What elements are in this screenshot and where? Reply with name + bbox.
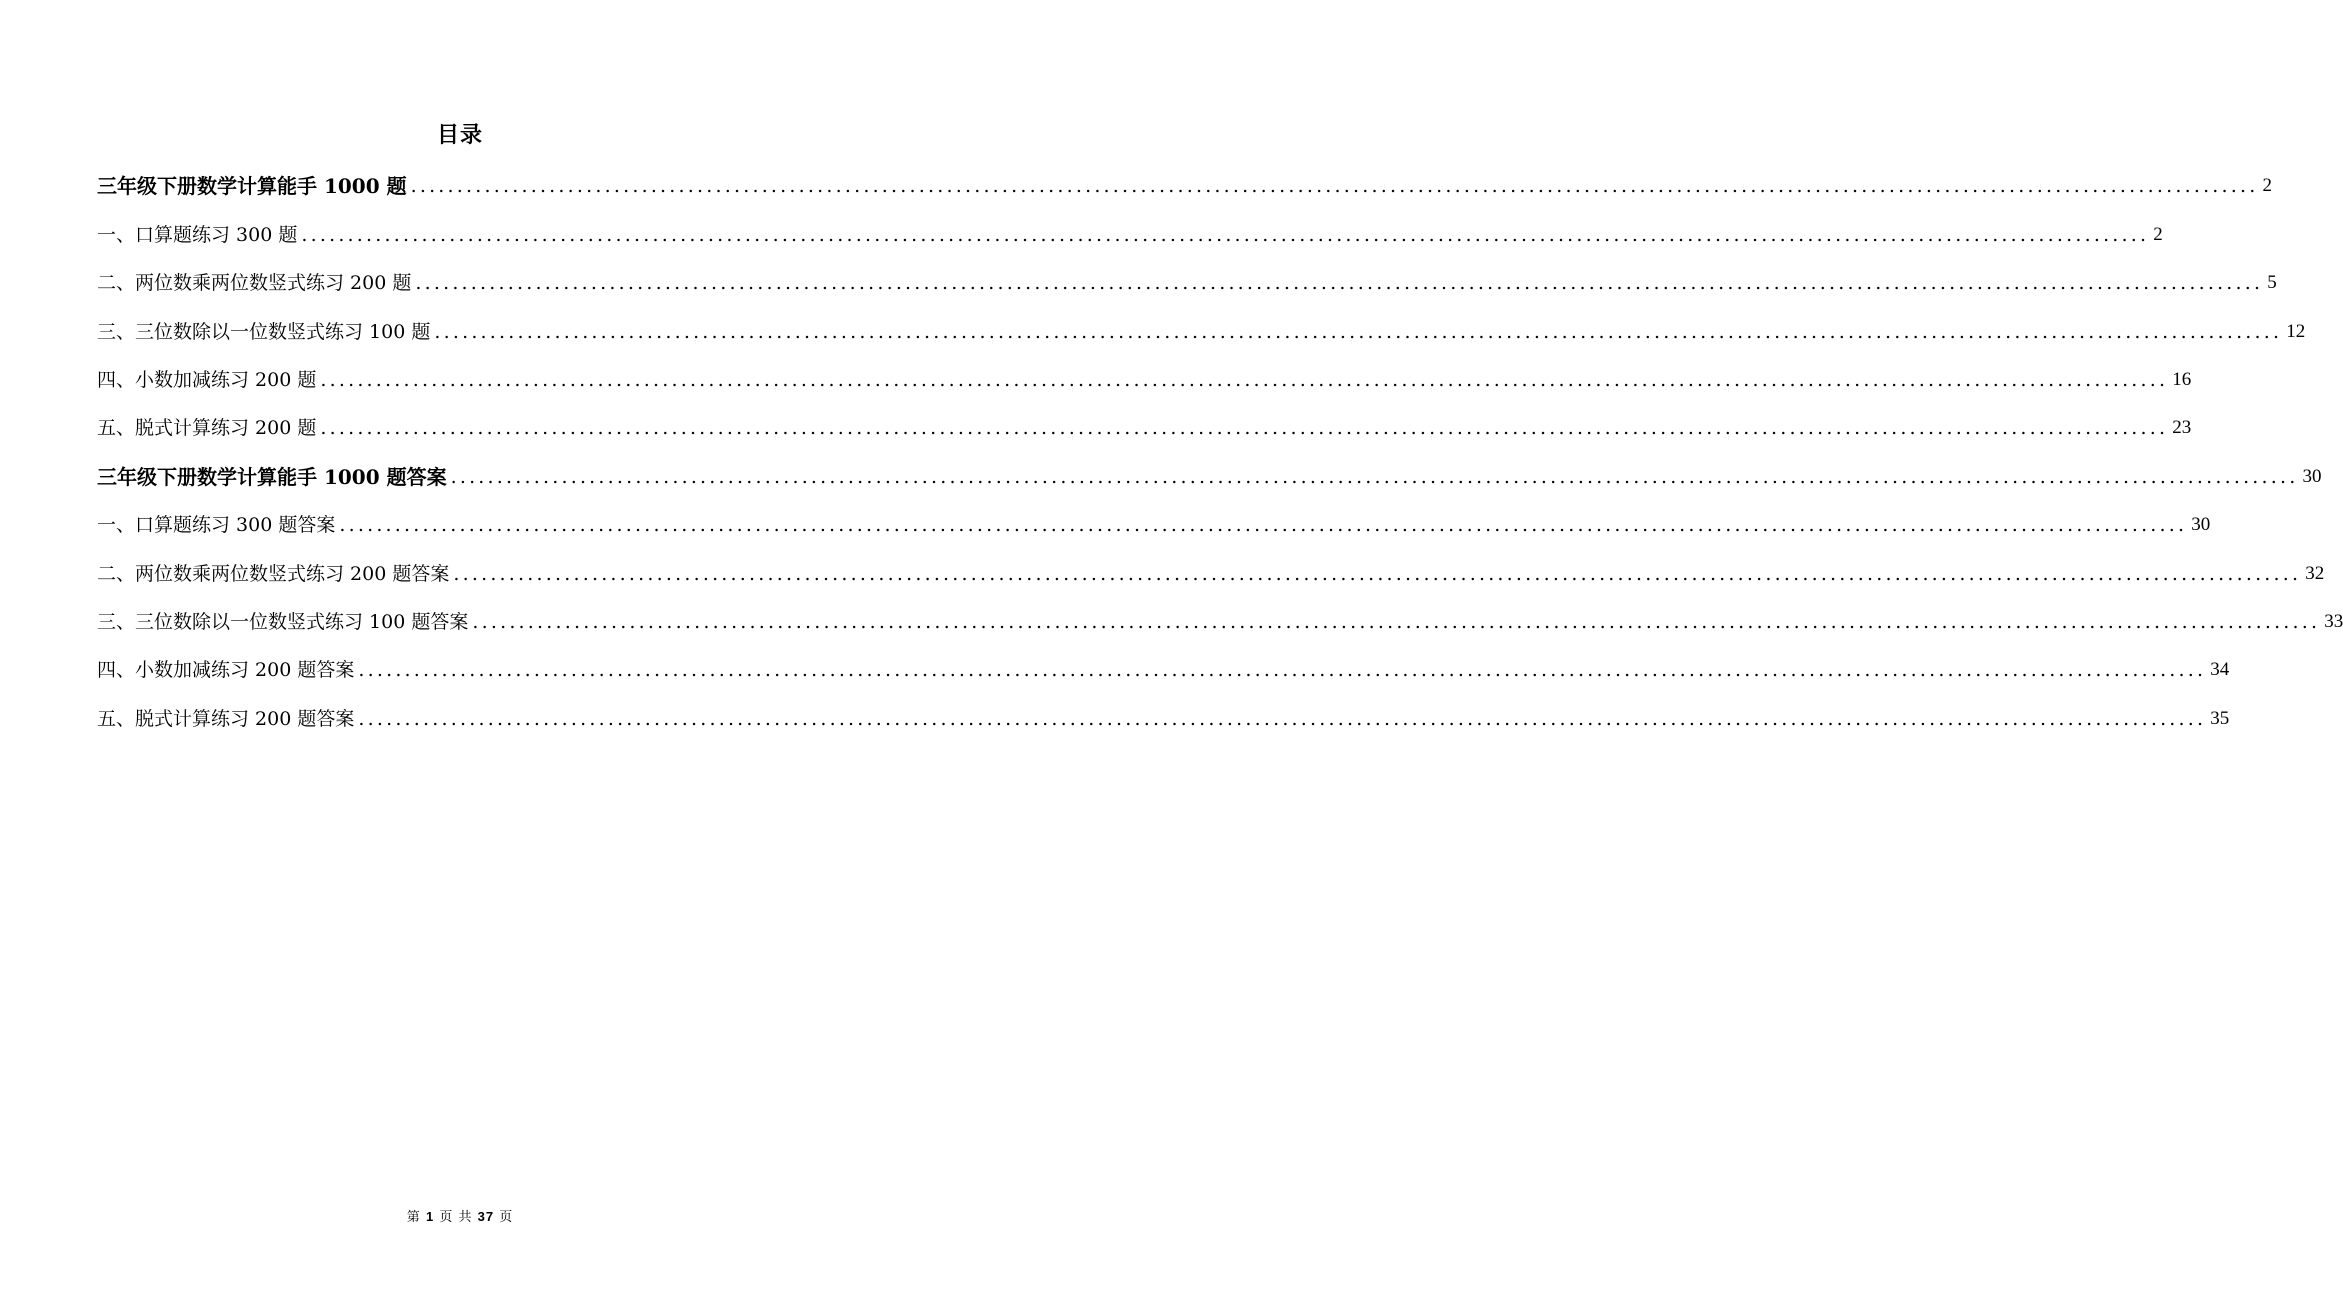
toc-entry-text: 四、小数加减练习 200 题	[97, 368, 317, 391]
footer-middle: 页 共	[439, 1210, 473, 1225]
toc-entry-page: 23	[2172, 417, 2192, 439]
toc-entry-page: 5	[2267, 272, 2277, 294]
toc-entry[interactable]	[97, 452, 2322, 500]
toc-entry-page: 2	[2153, 223, 2163, 245]
toc-entry-text: 一、口算题练习 300 题	[97, 223, 298, 246]
toc-entry[interactable]	[97, 307, 2306, 355]
toc-leader-dots: ........................................................................................................................................................................................................	[450, 465, 2299, 488]
toc-entry-page: 16	[2172, 368, 2192, 390]
footer-suffix: 页	[499, 1210, 514, 1225]
toc-entry-page: 34	[2210, 659, 2230, 681]
toc-list	[97, 162, 2343, 743]
toc-entry[interactable]	[97, 501, 2211, 549]
toc-leader-dots: ........................................................................................................................................................................................................	[358, 707, 2207, 730]
toc-entry[interactable]	[97, 210, 2163, 258]
footer-total-pages: 37	[477, 1209, 495, 1224]
footer-prefix: 第	[406, 1210, 421, 1225]
toc-entry-text: 三、三位数除以一位数竖式练习 100 题	[97, 320, 431, 343]
toc-entry-text: 三、三位数除以一位数竖式练习 100 题答案	[97, 610, 469, 633]
toc-entry-page: 32	[2305, 562, 2325, 584]
toc-entry-text: 三年级下册数学计算能手 1000 题答案	[97, 464, 447, 489]
toc-leader-dots: ........................................................................................................................................................................................................	[339, 514, 2188, 537]
toc-entry-page: 30	[2191, 514, 2211, 536]
toc-leader-dots: ........................................................................................................................................................................................................	[415, 272, 2264, 295]
toc-entry[interactable]	[97, 404, 2192, 452]
toc-title: 目录	[436, 122, 483, 148]
toc-entry[interactable]	[97, 162, 2273, 210]
toc-entry[interactable]	[97, 694, 2230, 742]
toc-entry[interactable]	[97, 356, 2192, 404]
toc-leader-dots: ........................................................................................................................................................................................................	[472, 610, 2321, 633]
page-footer	[0, 1206, 920, 1225]
toc-entry-text: 二、两位数乘两位数竖式练习 200 题	[97, 272, 412, 295]
toc-entry-page: 30	[2302, 465, 2322, 487]
toc-entry[interactable]	[97, 646, 2230, 694]
toc-entry[interactable]	[97, 259, 2277, 307]
toc-entry[interactable]	[97, 549, 2325, 597]
toc-entry-text: 四、小数加减练习 200 题答案	[97, 659, 355, 682]
toc-entry-text: 二、两位数乘两位数竖式练习 200 题答案	[97, 562, 450, 585]
toc-leader-dots: ........................................................................................................................................................................................................	[358, 659, 2207, 682]
toc-leader-dots: ........................................................................................................................................................................................................	[434, 320, 2283, 343]
footer-current-page: 1	[425, 1209, 435, 1224]
toc-leader-dots: ........................................................................................................................................................................................................	[453, 562, 2302, 585]
toc-entry-text: 五、脱式计算练习 200 题答案	[97, 707, 355, 730]
toc-entry-page: 33	[2324, 610, 2343, 632]
toc-entry-text: 一、口算题练习 300 题答案	[97, 514, 336, 537]
toc-entry-text: 三年级下册数学计算能手 1000 题	[97, 174, 407, 199]
toc-leader-dots: ........................................................................................................................................................................................................	[301, 223, 2150, 246]
toc-entry-page: 2	[2262, 175, 2273, 197]
toc-leader-dots: ........................................................................................................................................................................................................	[320, 368, 2169, 391]
toc-leader-dots: ........................................................................................................................................................................................................	[410, 175, 2259, 198]
toc-entry[interactable]	[97, 598, 2343, 646]
toc-entry-text: 五、脱式计算练习 200 题	[97, 417, 317, 440]
toc-entry-page: 35	[2210, 707, 2230, 729]
toc-leader-dots: ........................................................................................................................................................................................................	[320, 417, 2169, 440]
toc-entry-page: 12	[2286, 320, 2306, 342]
